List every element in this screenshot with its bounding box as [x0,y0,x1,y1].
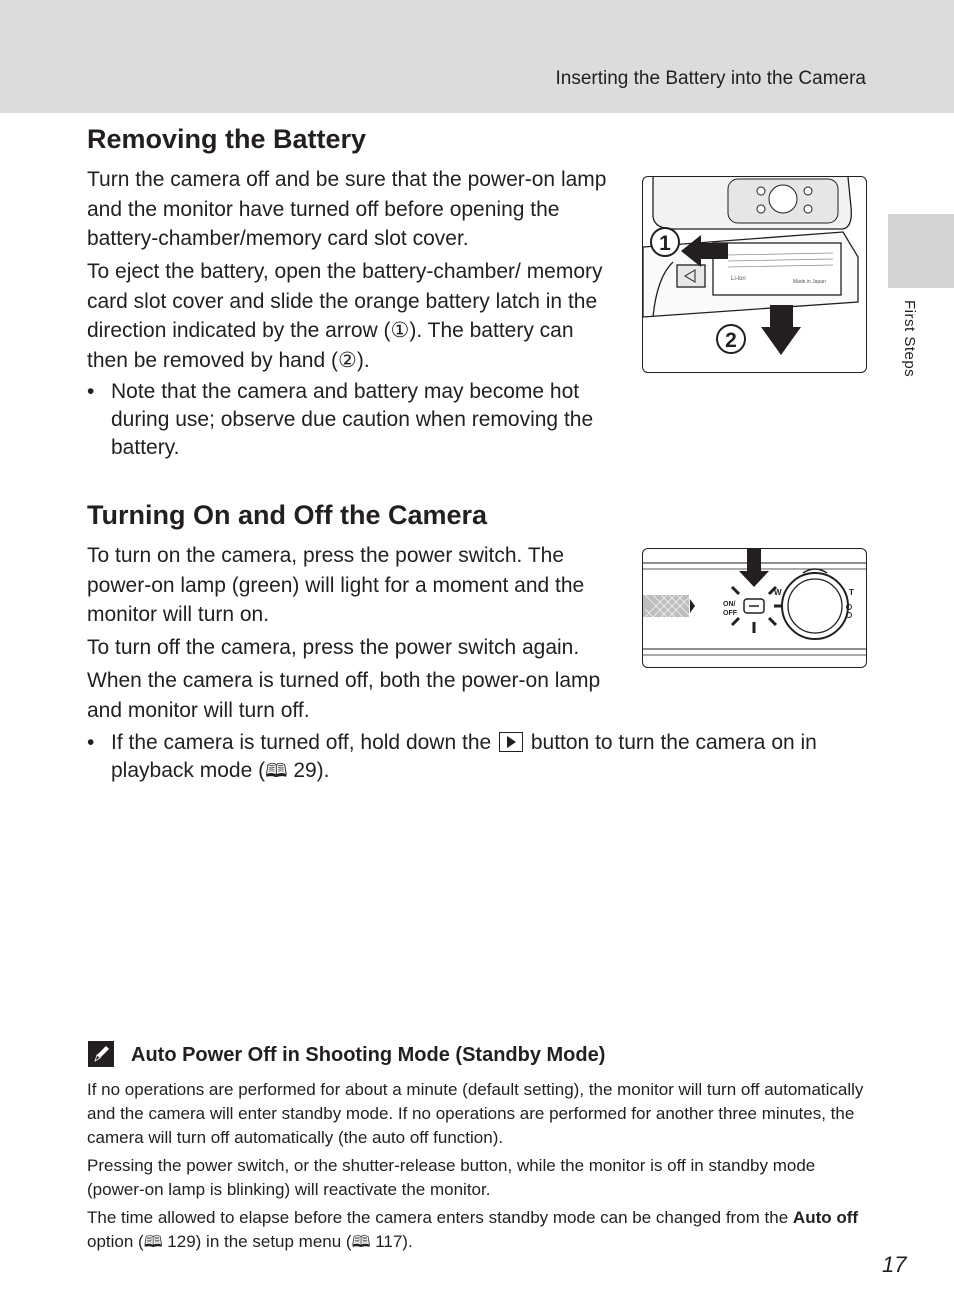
paragraph: To turn off the camera, press the power switch again. [87,636,580,659]
paragraph: To turn on the camera, press the power switch. The power-on lamp (green) will light for a moment and the monitor will turn on. [87,544,585,626]
bullet-dot: • [87,731,95,754]
off-label: OFF [723,610,737,617]
book-reference-icon: 🕮 [265,760,288,782]
battery-removal-drawing [643,177,866,372]
on-label: ON/ [723,601,736,608]
bullet-item: • Note that the camera and battery may become hot during use; observe due caution when removing the battery. [87,380,594,459]
w-label: W [774,588,782,597]
down-arrow-icon [761,305,801,355]
note-paragraph: The time allowed to elapse before the camera enters standby mode can be changed from the Auto off option (🕮 129) in the setup menu (🕮 117). [87,1208,859,1251]
paragraph: When the camera is turned off, both the power-on lamp and monitor will turn off. [87,669,601,722]
paragraph: Turn the camera off and be sure that the power-on lamp and the monitor have turned off before opening the battery-chamber/memory card slot cover. [87,168,607,250]
step-2-marker: 2 [725,329,737,352]
chapter-tab-label: First Steps [901,300,918,378]
pencil-note-icon [87,1040,115,1068]
step-1-symbol: ① [390,319,410,342]
t-label: T [849,588,854,597]
bullet-dot: • [87,380,95,403]
step-2-symbol: ② [338,348,357,372]
section-title-power: Turning On and Off the Camera [87,500,488,530]
playback-button-icon [499,732,523,752]
battery-label-text: Li-ion [731,276,746,282]
header-band [0,0,954,113]
step-1-marker: 1 [659,232,671,255]
note-paragraph: If no operations are performed for about a minute (default setting), the monitor will turn off automatically and the camera will enter standby mode. If no operations are performed for another three minutes, the camera will turn off automatically (the auto off function). [87,1080,864,1147]
paragraph: To eject the battery, open the battery-chamber/ memory card slot cover and slide the orange battery latch in the direction indicated by the arrow (①). The battery can then be removed by hand (②). [87,260,603,372]
bullet-item: • If the camera is turned off, hold down the button to turn the camera on in playback mode (🕮 29). [87,731,817,782]
power-switch-drawing [643,549,866,667]
note-title: Auto Power Off in Shooting Mode (Standby Mode) [131,1044,606,1066]
running-header: Inserting the Battery into the Camera [555,68,866,89]
note-paragraph: Pressing the power switch, or the shutter-release button, while the monitor is off in standby mode (power-on lamp is blinking) will reactivate the monitor. [87,1156,816,1199]
section-title-removing-battery: Removing the Battery [87,124,367,154]
book-reference-icon: 🕮 [351,1232,371,1251]
power-switch-illustration [642,548,867,668]
battery-removal-illustration [642,176,867,373]
page-number: 17 [882,1252,907,1277]
chapter-tab [888,214,954,288]
menu-option-auto-off: Auto off [792,1208,859,1227]
press-down-arrow-icon [739,549,769,587]
book-reference-icon: 🕮 [143,1232,163,1251]
battery-label-text: Made in Japan [793,279,826,285]
